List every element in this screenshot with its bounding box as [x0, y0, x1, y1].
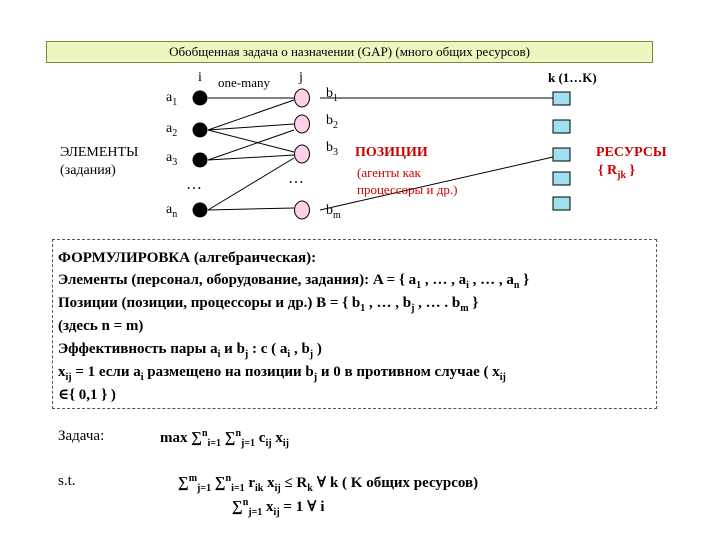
position-node-b1 [295, 89, 310, 107]
objective-function: max ∑$^n_{i=1}$ ∑$^n_{j=1}$ $c_{ij}$ $x_{ij}$ [160, 428, 289, 449]
task-label: Задача: [58, 428, 105, 444]
elements-title: ЭЛЕМЕНТЫ [60, 145, 139, 160]
formulation-domain-line: ∈{ 0,1 } ) [58, 387, 116, 403]
resource-box [553, 148, 570, 161]
element-node-a2 [193, 123, 208, 138]
resources-title: РЕСУРСЫ [596, 145, 667, 160]
position-label-b1: $b_1$ [326, 86, 338, 104]
position-node-b2 [295, 115, 310, 133]
formulation-xij-line: $x_{ij} = 1$ если $a_i$ размещено на позиции $b_j$ и 0 в противном случае ( $x_{ij}$ [58, 364, 506, 383]
position-node-b3 [295, 145, 310, 163]
edge-a2-b1 [208, 100, 294, 130]
element-label-a3: $a_3$ [166, 150, 178, 168]
element-label-a1: $a_1$ [166, 90, 178, 108]
position-label-b3: $b_3$ [326, 140, 338, 158]
constraint-assignment: ∑$^n_{j=1}$ $x_{ij} = 1$ ∀ i [232, 497, 325, 518]
element-node-a3 [193, 153, 208, 168]
element-label-an: $a_n$ [166, 202, 178, 220]
edge-an-bm [208, 208, 294, 210]
label-k: k (1…K) [548, 70, 597, 85]
positions-title: ПОЗИЦИИ [355, 145, 428, 160]
formulation-header: ФОРМУЛИРОВКА (алгебраическая): [58, 250, 317, 266]
constraint-resources: ∑$^m_{j=1}$ ∑$^n_{i=1}$ $r_{ik}$ $x_{ij} \le R_k$ ∀ k ( K общих ресурсов) [178, 473, 479, 494]
edge-an-b3 [208, 158, 294, 210]
element-node-a1 [193, 91, 208, 106]
resource-stack [553, 92, 570, 210]
page-title: Обобщенная задача о назначении (GAP) (много общих ресурсов) [169, 44, 530, 59]
resource-box [553, 197, 570, 210]
positions-subtitle-2: процессоры и др.) [357, 182, 458, 197]
formulation-efficiency-line: Эффективность пары $a_i$ и $b_j$ : c ( $a_i$ , $b_j$ ) [58, 341, 322, 360]
positions-subtitle-1: (агенты как [357, 165, 421, 180]
label-one-many: one-many [218, 75, 270, 90]
formulation-n-equals-m: (здесь n = m) [58, 318, 144, 334]
elements-subtitle: (задания) [60, 163, 116, 178]
resource-box [553, 172, 570, 185]
position-label-bm: $b_m$ [326, 203, 341, 221]
edge-a2-b2 [208, 124, 294, 130]
positions-ellipsis: … [288, 170, 304, 187]
resources-subtitle: { $R_{jk}$ } [598, 163, 636, 181]
label-j: j [299, 70, 303, 85]
element-label-a2: $a_2$ [166, 121, 178, 139]
element-node-an [193, 203, 208, 218]
elements-ellipsis: … [186, 176, 202, 193]
st-label: s.t. [58, 473, 76, 489]
position-label-b2: $b_2$ [326, 113, 338, 131]
formulation-positions-line: Позиции (позиции, процессоры и др.) B = { $b_1$ , … , $b_j$ , … . $b_m$ } [58, 295, 479, 314]
position-node-bm [295, 201, 310, 219]
edge-a2-b3 [208, 130, 294, 152]
label-i: i [198, 70, 202, 85]
resource-box [553, 92, 570, 105]
resource-box [553, 120, 570, 133]
formulation-elements-line: Элементы (персонал, оборудование, задания): A = { $a_1$ , … , $a_i$ , … , $a_n$ } [58, 272, 530, 291]
